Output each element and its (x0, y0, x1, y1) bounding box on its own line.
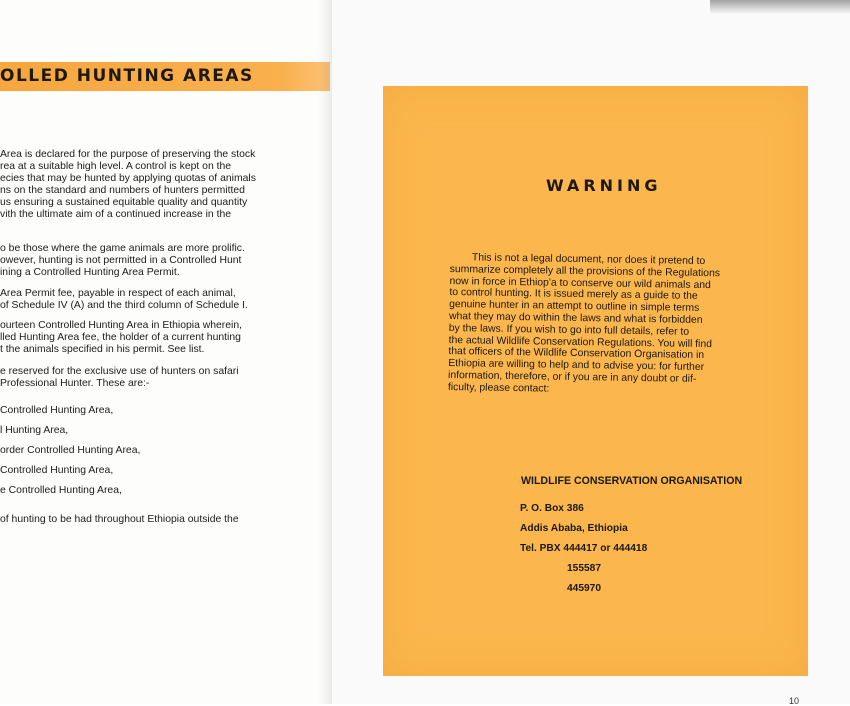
text-line: lled Hunting Area fee, the holder of a current hunting (0, 332, 241, 343)
warning-title: WARNING (546, 176, 662, 195)
text-line: Area Permit fee, payable in respect of each animal, (0, 288, 236, 299)
text-line: l Hunting Area, (0, 425, 69, 436)
text-line: us ensuring a sustained equitable quality and quantity (0, 197, 248, 208)
list-item (0, 485, 122, 497)
text-line: o be those where the game animals are more prolific. (0, 243, 245, 254)
text-line: vith the ultimate aim of a continued increase in the (0, 209, 232, 220)
text-line: rea at a suitable high level. A control is kept on the (0, 161, 232, 172)
list-item (0, 405, 113, 417)
corner-shadow (710, 0, 850, 14)
text-line: ns on the standard and numbers of hunters permitted (0, 185, 245, 196)
text-line: order Controlled Hunting Area, (0, 445, 141, 456)
section-title: OLLED HUNTING AREAS (0, 66, 254, 86)
warning-line: that officers of the Wildlife Conservation Organisation in (448, 346, 705, 362)
text-line: t the animals specified in his permit. See list. (0, 344, 205, 355)
list-item (0, 465, 113, 477)
paragraph-5 (0, 366, 239, 390)
warning-line: the actual Wildlife Conservation Regulations. You will find (448, 334, 713, 350)
contact-pobox: P. O. Box 386 (520, 503, 584, 514)
paragraph-2 (0, 243, 245, 279)
warning-line: summarize completely all the provisions of the Regulations (449, 263, 721, 280)
text-line: e reserved for the exclusive use of hunters on safari (0, 366, 239, 377)
warning-line: now in force in Ethiop'a to conserve our wild animals and (449, 275, 711, 291)
warning-line: genuine hunter in an attempt to outline in simple terms (449, 299, 700, 315)
left-page (0, 0, 330, 704)
list-item (0, 425, 68, 437)
paragraph-1 (0, 149, 256, 221)
warning-line: ficulty, please contact: (447, 381, 550, 395)
text-line: Professional Hunter. These are:- (0, 378, 150, 389)
text-line: Area is declared for the purpose of preserving the stock (0, 149, 256, 160)
text-line: Controlled Hunting Area, (0, 405, 114, 416)
warning-line: Ethiopia are willing to help and to advise you: for further (448, 358, 705, 374)
contact-organisation: WILDLIFE CONSERVATION ORGANISATION (521, 475, 743, 487)
contact-telephone: Tel. PBX 444417 or 444418 (520, 543, 648, 554)
warning-line: by the laws. If you wish to go into full details, refer to (448, 322, 690, 338)
warning-body (448, 252, 762, 398)
paragraph-4 (0, 320, 242, 356)
text-line: e Controlled Hunting Area, (0, 485, 122, 496)
text-line: ourteen Controlled Hunting Area in Ethiopia wherein, (0, 320, 243, 331)
contact-city: Addis Ababa, Ethiopia (520, 523, 628, 534)
text-line: ecies that may be hunted by applying quotas of animals (0, 173, 256, 184)
text-line: owever, hunting is not permitted in a Controlled Hunt (0, 255, 242, 266)
text-line: of Schedule IV (A) and the third column of Schedule I. (0, 300, 248, 311)
contact-phone-2: 155587 (567, 563, 601, 574)
list-item (0, 445, 140, 457)
contact-phone-3: 445970 (567, 583, 601, 594)
page-number: 10 (789, 696, 800, 706)
text-line: ining a Controlled Hunting Area Permit. (0, 267, 180, 278)
warning-line: This is not a legal document, nor does it pretend to (471, 252, 706, 268)
text-line: of hunting to be had throughout Ethiopia outside the (0, 514, 239, 525)
paragraph-6 (0, 514, 239, 526)
text-line: Controlled Hunting Area, (0, 465, 114, 476)
warning-line: to control hunting. It is issued merely as a guide to the (449, 287, 698, 303)
warning-line: what they may do within the laws and what is forbidden (448, 310, 703, 326)
warning-line: information, therefore, or if you are in any doubt or dif- (447, 369, 697, 385)
paragraph-3 (0, 288, 248, 312)
